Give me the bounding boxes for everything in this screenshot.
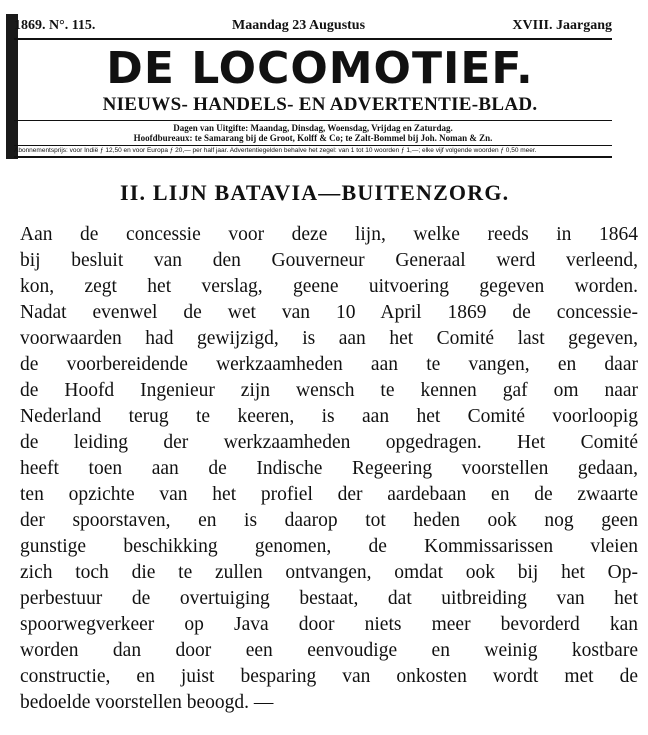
newspaper-title: DE LOCOMOTIEF. [106,43,534,94]
article-line: kon, zegt het verslag, geene uitvoering gegeven worden. [20,276,638,297]
article-line: de Hoofd Ingenieur zijn wensch te kennen gaf om naar [20,380,638,401]
article-line: Nederland terug te keeren, is aan het Comité voorloopig [20,406,638,427]
subscription-prices: Abonnementsprijs: voor Indië ƒ 12,50 en voor Europa ƒ 20,— per half jaar. Advertentiegelden behalve het zegel: van 1 tot 10 woorden ƒ 1,—; elke vijf volgende woorden ƒ 0,50 meer. [14,147,537,154]
issue-date: Maandag 23 Augustus [232,18,366,33]
article-heading: II. LIJN BATAVIA—BUITENZORG. [120,180,510,205]
article-line: gunstige beschikking genomen, de Kommissarissen vleien [20,536,638,557]
article-line: zich toch die te zullen ontvangen, omdat ook bij het Op- [20,562,638,583]
article-line: worden dan door een eenvoudige en weinig kostbare [20,640,638,661]
newspaper-subtitle: NIEUWS- HANDELS- EN ADVERTENTIE-BLAD. [102,94,538,115]
article-line: constructie, en juist besparing van onkosten wordt met de [20,666,638,687]
issue-number: 1869. N°. 115. [14,18,96,33]
article-line: Aan de concessie voor deze lijn, welke reeds in 1864 [20,224,638,245]
article-line: de leiding der werkzaamheden opgedragen. Het Comité [20,432,638,453]
article-line: bedoelde voorstellen beoogd. — [20,692,274,713]
header-topline [14,18,612,36]
volume-year: XVIII. Jaargang [512,18,612,33]
subtitle-rule [14,120,612,121]
head-offices: Hoofdbureaux: te Samarang bij de Groot, Kolff & Co; te Zalt-Bommel bij Joh. Noman & Zn. [133,133,493,143]
article-line: bij besluit van den Gouverneur Generaal werd verleend, [20,250,638,271]
article-line: perbestuur de overtuiging bestaat, dat uitbreiding van het [20,588,638,609]
article-line: der spoorstaven, en is daarop tot heden ook nog geen [20,510,638,531]
header-rule [14,38,612,40]
article-line: ten opzichte van het profiel der aardebaan en de zwaarte [20,484,638,505]
article-line: spoorwegverkeer op Java door niets meer bevorderd kan [20,614,638,635]
article-line: de voorbereidende werkzaamheden aan te vangen, en daar [20,354,638,375]
offices-rule [14,145,612,146]
publication-days: Dagen van Uitgifte: Maandag, Dinsdag, Woensdag, Vrijdag en Zaturdag. [173,123,453,133]
article-line: heeft toen aan de Indische Regeering voorstellen gedaan, [20,458,638,479]
masthead-bottom-rule [14,156,612,158]
article-line: Nadat evenwel de wet van 10 April 1869 de concessie- [20,302,638,323]
article-line: voorwaarden had gewijzigd, is aan het Comité last gegeven, [20,328,638,349]
